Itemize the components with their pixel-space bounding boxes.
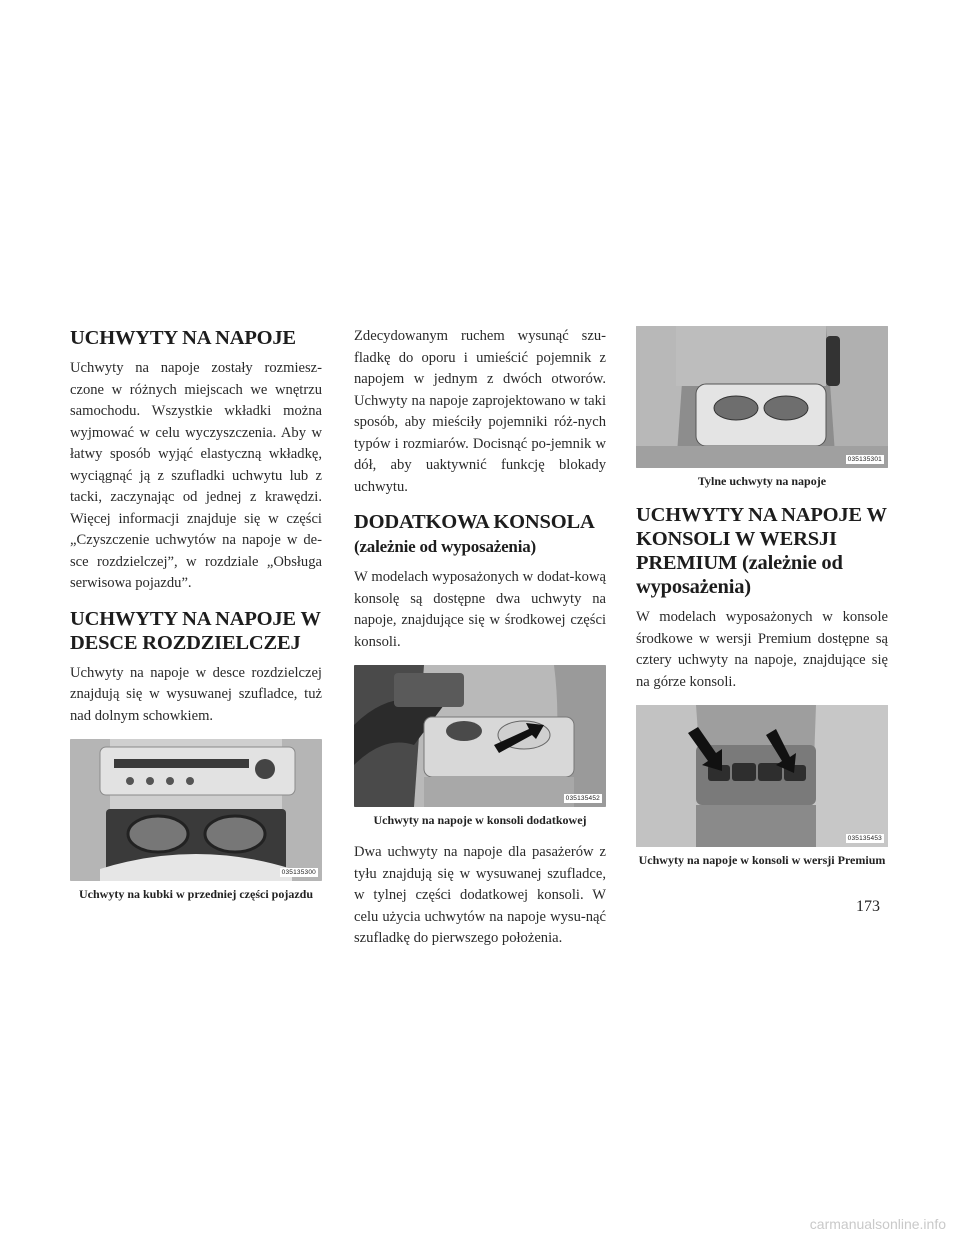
photo-code: 035135452 (565, 795, 600, 802)
heading-premium-console-sub: PREMIUM (zależnie od wyposażenia) (636, 552, 843, 598)
paragraph-cup-holders-intro: Uchwyty na napoje zostały rozmiesz-czone w różnych miejscach we wnętrzu samochodu. Wszystkie wkładki można wyjmować w celu wyczyszczenia. Aby w łatwy sposób wyjąć elastyczną wkładkę, wyciągnąć ją z szufladki uchwytu lub z tacki, zaczynając od jednej z krawędzi. Więcej informacji znajduje się w części „Czyszczenie uchwytów na napoje w de-sce rozdzielczej”, w rozdziale „Obsługa serwisowa pojazdu”. (70, 360, 322, 591)
photo-code: 035135300 (281, 869, 316, 876)
column-1 (70, 326, 322, 916)
paragraph-auxiliary-console: W modelach wyposażonych w dodat-kową konsolę są dostępne dwa uchwyty na napoje, znajdujące się w środkowej części konsoli. (354, 569, 606, 650)
photo-premium-console (636, 705, 888, 847)
caption-rear-cup-holders: Tylne uchwyty na napoje (697, 474, 827, 488)
heading-auxiliary-console (354, 510, 606, 559)
caption-auxiliary-console: Uchwyty na napoje w konsoli dodatkowej (373, 813, 587, 827)
photo-auxiliary-console (354, 665, 606, 807)
paragraph-rear-drawer: Dwa uchwyty na napoje dla pasażerów z tyłu znajdują się w wysuwanej szufladce, w tylnej części dodatkowej konsoli. W celu użycia uchwytów na napoje wysu-nąć szufladkę do pierwszego położenia. (354, 844, 606, 946)
heading-auxiliary-console-sub: (zależnie od wyposażenia) (354, 537, 536, 556)
heading-cup-holders: UCHWYTY NA NAPOJE (70, 327, 296, 349)
paragraph-premium-console: W modelach wyposażonych w konsole środkowe w wersji Premium dostępne są cztery uchwyty na napoje, znajdujące się na górze konsoli. (636, 609, 888, 690)
photo-code: 035135453 (847, 835, 882, 842)
column-3 (636, 326, 888, 882)
caption-premium-console: Uchwyty na napoje w konsoli w wersji Premium (638, 853, 886, 867)
paragraph-drawer-instructions: Zdecydowanym ruchem wysunąć szu-fladkę do oporu i umieścić pojemnik z napojem w jednym z dwóch otworów. Uchwyty na napoje zaprojektowano w taki sposób, aby mieściły pojemniki róż-nych typów i rozmiarów. Docisnąć po-jemnik w dół, aby uaktywnić funkcję blokady uchwytu. (354, 328, 606, 495)
heading-dash-cup-holders: UCHWYTY NA NAPOJE W DESCE ROZDZIELCZEJ (70, 607, 321, 654)
photo-front-cup-holders (70, 739, 322, 881)
paragraph-dash-cup-holders: Uchwyty na napoje w desce rozdzielczej znajdują się w wysuwanej szufladce, tuż nad dolnym schowkiem. (70, 664, 322, 724)
column-2 (354, 326, 606, 962)
heading-premium-console (636, 503, 888, 599)
watermark: carmanualsonline.info (809, 1216, 946, 1232)
page-number: 173 (856, 898, 880, 915)
heading-premium-console-title: UCHWYTY NA NAPOJE W KONSOLI W WERSJI (636, 504, 887, 550)
heading-auxiliary-console-title: DODATKOWA KONSOLA (354, 511, 595, 533)
photo-rear-cup-holders (636, 326, 888, 468)
caption-front-cup-holders: Uchwyty na kubki w przedniej części pojazdu (78, 887, 313, 901)
photo-code: 035135301 (847, 456, 882, 463)
